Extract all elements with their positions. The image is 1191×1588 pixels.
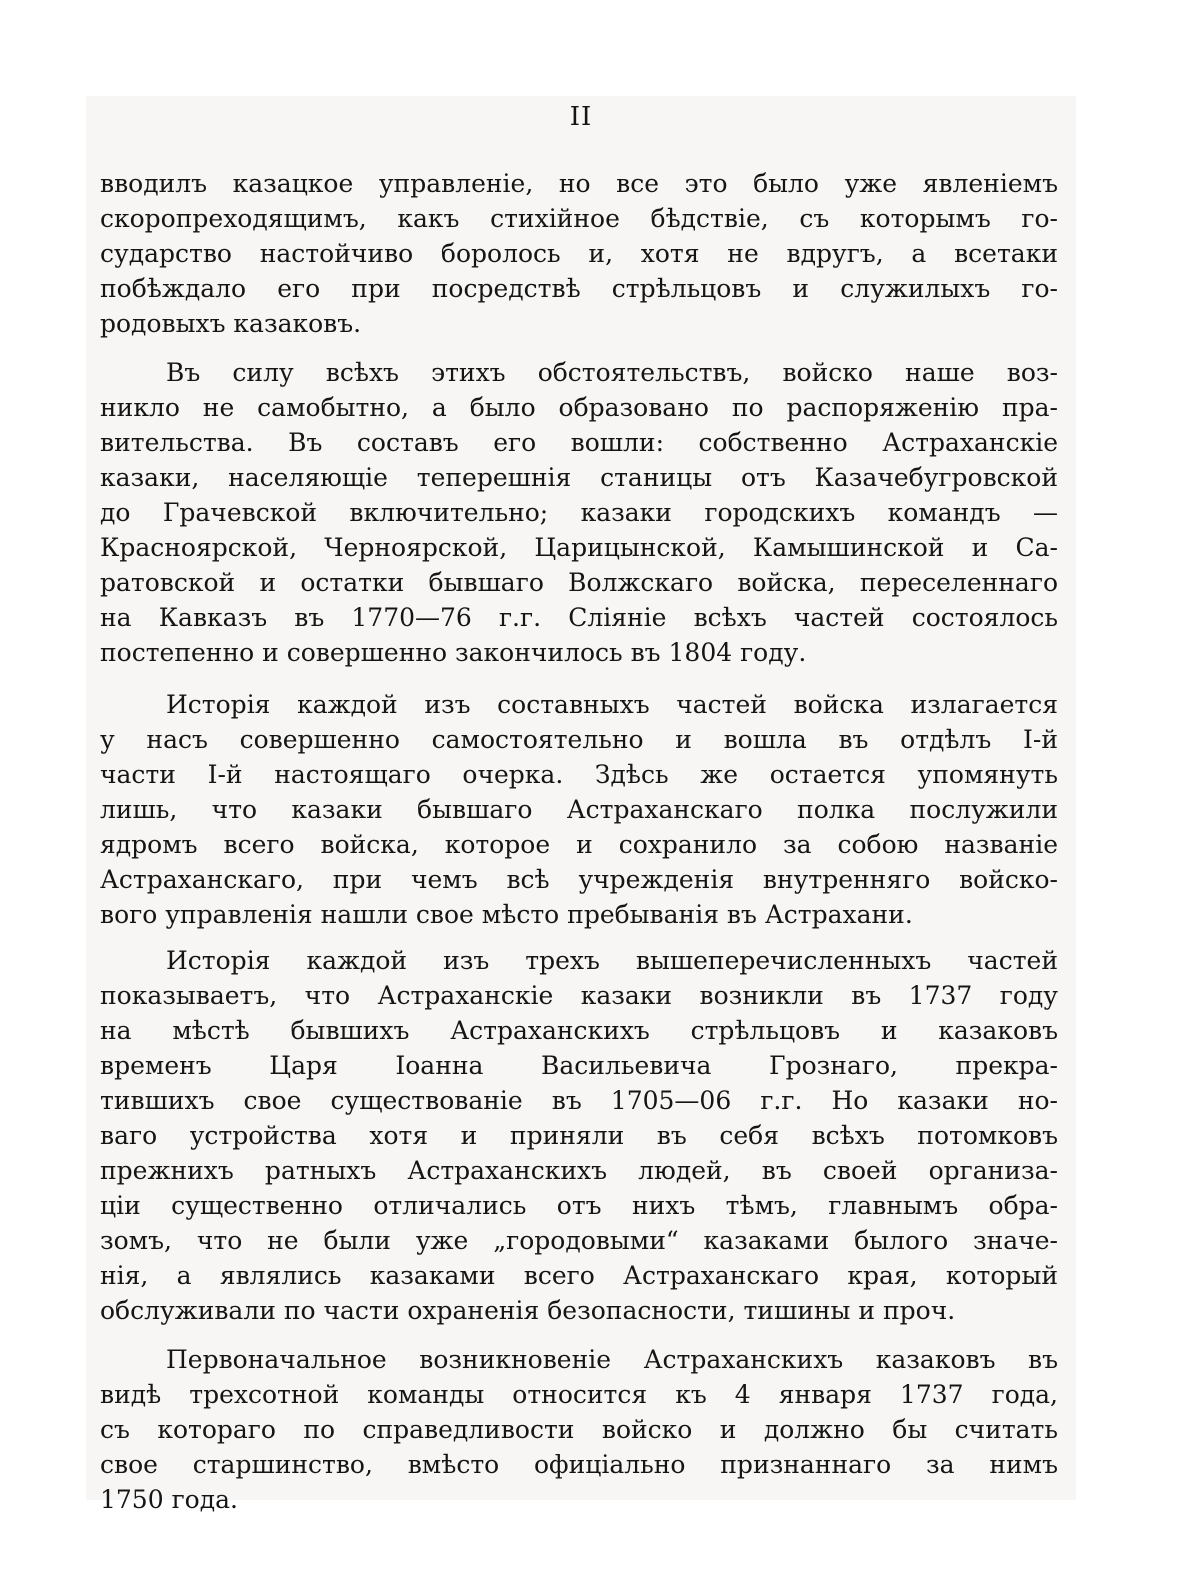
text-line: ядромъ всего войска, которое и сохранило за собою названіе [100, 830, 1058, 859]
text-line: Первоначальное возникновеніе Астраханскихъ казаковъ въ [166, 1345, 1058, 1374]
text-line: показываетъ, что Астраханскіе казаки возникли въ 1737 году [100, 981, 1058, 1010]
text-line: вого управленія нашли свое мѣсто пребыванія въ Астрахани. [100, 900, 913, 929]
text-line: вительства. Въ составъ его вошли: собственно Астраханскіе [100, 428, 1058, 457]
text-line: лишь, что казаки бывшаго Астраханскаго полка послужили [100, 795, 1058, 824]
text-line: на Кавказъ въ 1770—76 г.г. Сліяніе всѣхъ частей состоялось [100, 603, 1058, 632]
text-line: до Грачевской включительно; казаки городскихъ командъ — [100, 498, 1058, 527]
text-line: родовыхъ казаковъ. [100, 309, 362, 338]
text-line: побѣждало его при посредствѣ стрѣльцовъ и служилыхъ го- [100, 274, 1058, 303]
text-line: на мѣстѣ бывшихъ Астраханскихъ стрѣльцовъ и казаковъ [100, 1016, 1058, 1045]
text-line: у насъ совершенно самостоятельно и вошла въ отдѣлъ І-й [100, 725, 1058, 754]
paragraph-3 [100, 687, 1058, 932]
text-line: скоропреходящимъ, какъ стихійное бѣдствіе, съ которымъ го- [100, 204, 1058, 233]
text-line: нія, а являлись казаками всего Астраханскаго края, который [100, 1261, 1058, 1290]
text-line: съ котораго по справедливости войско и должно бы считать [100, 1415, 1058, 1444]
text-line: тившихъ свое существованіе въ 1705—06 г.г. Но казаки но- [100, 1086, 1058, 1115]
text-line: видѣ трехсотной команды относится къ 4 января 1737 года, [100, 1380, 1058, 1409]
text-line: Въ силу всѣхъ этихъ обстоятельствъ, войско наше воз- [166, 358, 1058, 387]
text-line: Астраханскаго, при чемъ всѣ учрежденія внутренняго войско- [100, 865, 1058, 894]
text-line: временъ Царя Іоанна Васильевича Грознаго, прекра- [100, 1051, 1058, 1080]
text-line: сударство настойчиво боролось и, хотя не вдругъ, а всетаки [100, 239, 1058, 268]
text-line: Исторія каждой изъ трехъ вышеперечисленныхъ частей [166, 946, 1058, 975]
text-line: свое старшинство, вмѣсто офиціально признаннаго за нимъ [100, 1450, 1058, 1479]
body-text [100, 166, 1058, 1517]
text-line: Красноярской, Черноярской, Царицынской, Камышинской и Са- [100, 533, 1058, 562]
text-line: ваго устройства хотя и приняли въ себя всѣхъ потомковъ [100, 1121, 1058, 1150]
text-line: казаки, населяющіе теперешнія станицы отъ Казачебугровской [100, 463, 1058, 492]
text-line: 1750 года. [100, 1485, 238, 1514]
text-line: обслуживали по части охраненія безопасности, тишины и проч. [100, 1296, 956, 1325]
paragraph-5 [100, 1342, 1058, 1517]
paragraph-2 [100, 355, 1058, 670]
text-line: прежнихъ ратныхъ Астраханскихъ людей, въ своей организа- [100, 1156, 1058, 1185]
page-number: II [569, 102, 593, 132]
text-line: зомъ, что не были уже „городовыми“ казаками былого значе- [100, 1226, 1058, 1255]
text-line: ратовской и остатки бывшаго Волжскаго войска, переселеннаго [100, 568, 1058, 597]
document-page [86, 96, 1076, 1514]
paragraph-1 [100, 166, 1058, 341]
paragraph-4 [100, 943, 1058, 1328]
text-line: Исторія каждой изъ составныхъ частей войска излагается [166, 690, 1058, 719]
text-line: вводилъ казацкое управленіе, но все это было уже явленіемъ [100, 169, 1058, 198]
text-line: части І-й настоящаго очерка. Здѣсь же остается упомянуть [100, 760, 1058, 789]
text-line: никло не самобытно, а было образовано по распоряженію пра- [100, 393, 1058, 422]
text-line: ціи существенно отличались отъ нихъ тѣмъ, главнымъ обра- [100, 1191, 1058, 1220]
text-line: постепенно и совершенно закончилось въ 1804 году. [100, 638, 807, 667]
